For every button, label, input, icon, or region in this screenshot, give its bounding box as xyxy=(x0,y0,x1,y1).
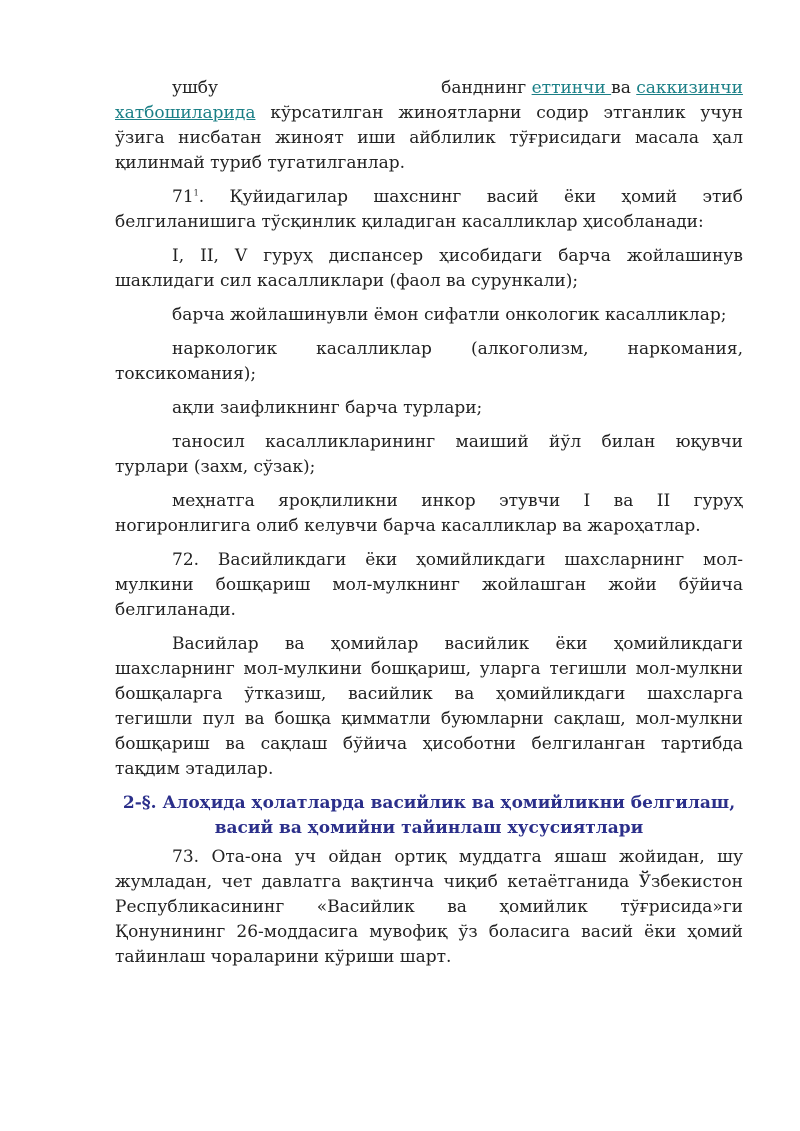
paragraph-number: 71 xyxy=(172,187,194,207)
first-line-right xyxy=(441,76,743,101)
section-heading xyxy=(115,791,743,841)
superscript-mark: 1 xyxy=(193,188,199,198)
list-item: I, II, V гуруҳ диспансер ҳисобидаги барча жойлашинув шаклидаги сил касалликлари (фаол ва сурункали); xyxy=(115,246,743,291)
paragraph-73: 73. Ота-она уч ойдан ортиқ муддатга яшаш жойидан, шу жумладан, чет давлатга вақтинча чиқиб кетаётганида Ўзбекистон Республикасининг «Васийлик ва ҳомийлик тўғрисида»ги Қонунининг 26-моддасига мувофиқ ўз боласига васий ёки ҳомий тайинлаш чораларини кўриши шарт. xyxy=(115,847,743,967)
paragraph-continuation xyxy=(115,76,743,176)
link-seventh[interactable]: еттинчи xyxy=(531,78,612,98)
section-heading-line-1: 2-§. Алоҳида ҳолатларда васийлик ва ҳомийликни белгилаш, xyxy=(122,793,736,813)
link-paragraphs[interactable]: хатбошиларида xyxy=(115,103,256,123)
paragraph-continuation-text: кўрсатилган жиноятларни содир этганлик учун ўзига нисбатан жиноят иши айблилик тўғрисидаги масала ҳал қилинмай туриб тугатилганлар. xyxy=(115,103,743,173)
word-bandning: банднинг xyxy=(441,78,527,98)
list-item: наркологик касалликлар (алкоголизм, наркомания, токсикомания); xyxy=(115,339,743,384)
paragraph-71-1 xyxy=(115,185,743,235)
paragraph-71-1-text: . Қуйидагилар шахснинг васий ёки ҳомий этиб белгиланишига тўсқинлик қиладиган касалликлар ҳисобланади: xyxy=(115,187,743,232)
word-ushbu: ушбу xyxy=(172,78,219,98)
word-va: ва xyxy=(611,78,631,98)
list-item: таносил касалликларининг маиший йўл билан юқувчи турлари (захм, сўзак); xyxy=(115,432,743,477)
first-line xyxy=(115,76,743,101)
paragraph-72: 72. Васийликдаги ёки ҳомийликдаги шахсларнинг мол-мулкини бошқариш мол-мулкнинг жойлашган жойи бўйича белгиланади. xyxy=(115,550,743,620)
list-item: барча жойлашинувли ёмон сифатли онкологик касалликлар; xyxy=(172,305,727,325)
paragraph-72-continued: Васийлар ва ҳомийлар васийлик ёки ҳомийликдаги шахсларнинг мол-мулкини бошқариш, уларга тегишли мол-мулкни бошқаларга ўтказиш, васийлик ва ҳомийликдаги шахсларга тегишли пул ва бошқа қимматли буюмларни сақлаш, мол-мулкни бошқариш ва сақлаш бўйича ҳисоботни белгиланган тартибда тақдим этадилар. xyxy=(115,634,743,779)
document-page xyxy=(115,76,743,979)
list-item: меҳнатга яроқлиликни инкор этувчи I ва II гуруҳ ногиронлигига олиб келувчи барча касалликлар ва жароҳатлар. xyxy=(115,491,743,536)
link-eighth[interactable]: саккизинчи xyxy=(636,78,743,98)
section-heading-line-2: васий ва ҳомийни тайинлаш хусусиятлари xyxy=(214,818,644,838)
list-item: ақли заифликнинг барча турлари; xyxy=(172,398,483,418)
